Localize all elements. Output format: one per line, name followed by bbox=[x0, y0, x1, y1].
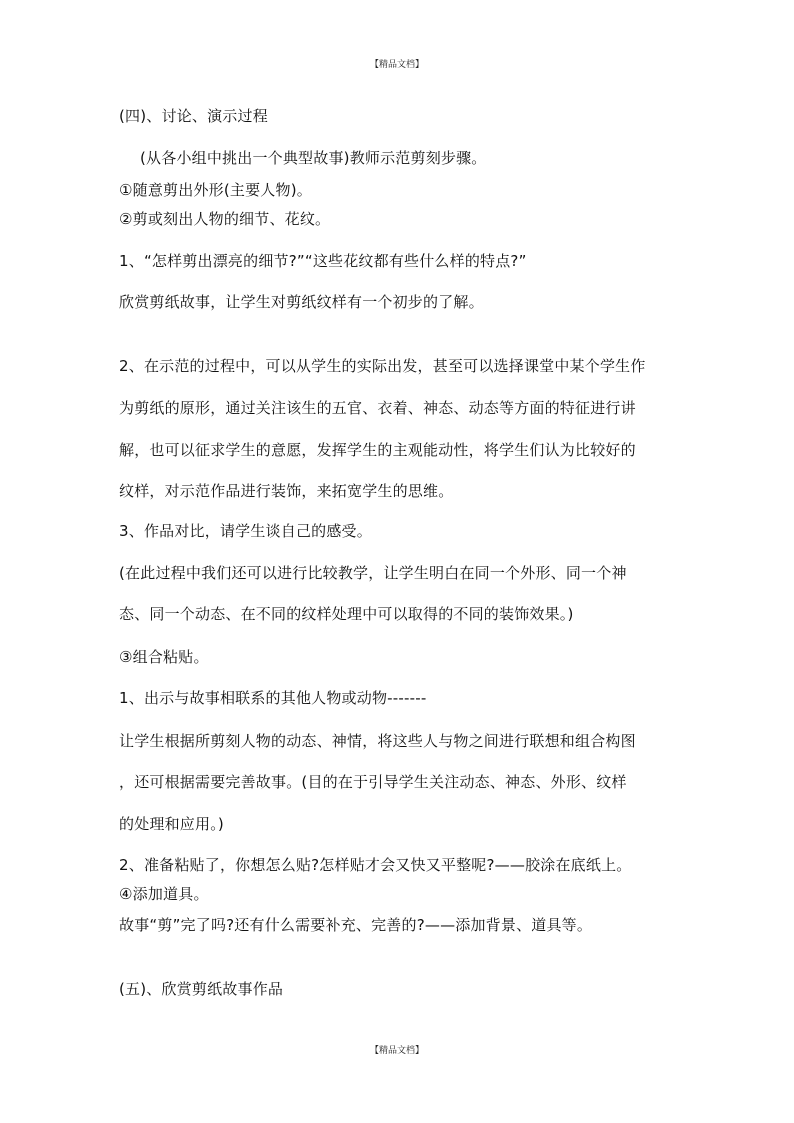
list-item: ②剪或刻出人物的细节、花纹。 bbox=[119, 210, 331, 228]
list-item: ④添加道具。 bbox=[119, 885, 209, 903]
paragraph: (在此过程中我们还可以进行比较教学，让学生明白在同一个外形、同一个神 bbox=[119, 564, 627, 582]
paragraph: 纹样，对示范作品进行装饰，来拓宽学生的思维。 bbox=[119, 482, 454, 500]
section-heading-four: (四)、讨论、演示过程 bbox=[119, 107, 268, 125]
section-heading-five: (五)、欣赏剪纸故事作品 bbox=[119, 980, 284, 998]
paragraph: 1、“怎样剪出漂亮的细节?”“这些花纹都有些什么样的特点?” bbox=[119, 252, 527, 270]
paragraph: 2、准备粘贴了，你想怎么贴?怎样贴才会又快又平整呢?——胶涂在底纸上。 bbox=[119, 856, 632, 874]
list-item: ①随意剪出外形(主要人物)。 bbox=[119, 181, 312, 199]
paragraph: 3、作品对比，请学生谈自己的感受。 bbox=[119, 522, 372, 540]
paragraph: 2、在示范的过程中，可以从学生的实际出发，甚至可以选择课堂中某个学生作 bbox=[119, 357, 646, 375]
paragraph: 态、同一个动态、在不同的纹样处理中可以取得的不同的装饰效果。) bbox=[119, 605, 574, 623]
paragraph: 故事“剪”完了吗?还有什么需要补充、完善的?——添加背景、道具等。 bbox=[119, 916, 593, 934]
paragraph: 让学生根据所剪刻人物的动态、神情，将这些人与物之间进行联想和组合构图 bbox=[119, 732, 636, 750]
paragraph: 1、出示与故事相联系的其他人物或动物------- bbox=[119, 689, 427, 707]
paragraph: 为剪纸的原形，通过关注该生的五官、衣着、神态、动态等方面的特征进行讲 bbox=[119, 399, 636, 417]
paragraph: (从各小组中挑出一个典型故事)教师示范剪刻步骤。 bbox=[140, 149, 487, 167]
paragraph: 欣赏剪纸故事，让学生对剪纸纹样有一个初步的了解。 bbox=[119, 293, 484, 311]
paragraph: 的处理和应用。) bbox=[119, 815, 224, 833]
paragraph: ，还可根据需要完善故事。(目的在于引导学生关注动态、神态、外形、纹样 bbox=[119, 773, 627, 791]
list-item: ③组合粘贴。 bbox=[119, 648, 209, 666]
page-header: 【精品文档】 bbox=[369, 60, 424, 70]
paragraph: 解，也可以征求学生的意愿，发挥学生的主观能动性，将学生们认为比较好的 bbox=[119, 441, 636, 459]
page-footer: 【精品文档】 bbox=[369, 1046, 424, 1056]
